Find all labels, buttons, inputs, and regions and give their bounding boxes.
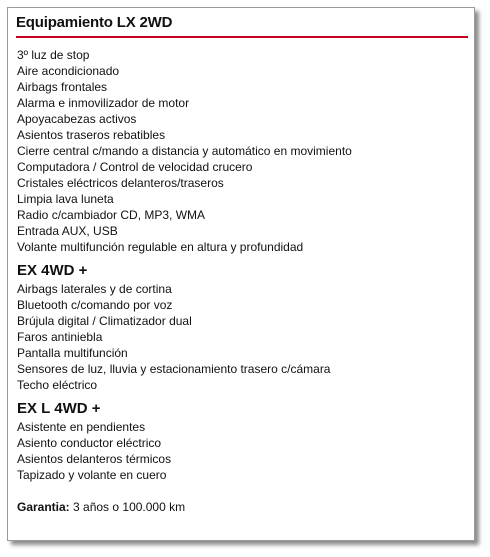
list-item: Airbags laterales y de cortina [17,282,172,296]
section-ex-l-4wd [17,399,467,483]
list-item: Pantalla multifunción [17,346,128,360]
list-item: Asientos traseros rebatibles [17,128,166,142]
list-item: Sensores de luz, lluvia y estacionamiento trasero c/cámara [17,362,331,376]
list-item: Faros antiniebla [17,330,103,344]
list-item: Asistente en pendientes [17,420,146,434]
list-item: Computadora / Control de velocidad crucero [17,160,253,174]
section-base [17,47,467,255]
page-title: Equipamiento LX 2WD [16,14,173,31]
list-item: Asiento conductor eléctrico [17,436,162,450]
list-item: Airbags frontales [17,80,108,94]
spacer [17,483,467,499]
list-item: Techo eléctrico [17,378,98,392]
section-heading: EX 4WD + [17,262,88,279]
section-ex-4wd [17,261,467,393]
list-item: Apoyacabezas activos [17,112,137,126]
list-item: Asientos delanteros térmicos [17,452,172,466]
guarantee-value: 3 años o 100.000 km [69,500,186,514]
list-item: Volante multifunción regulable en altura y profundidad [17,240,304,254]
list-item: Cristales eléctricos delanteros/traseros [17,176,224,190]
list-item: Bluetooth c/comando por voz [17,298,173,312]
list-item: 3º luz de stop [17,48,90,62]
section-heading: EX L 4WD + [17,400,101,417]
spec-panel [7,7,475,541]
list-item: Brújula digital / Climatizador dual [17,314,192,328]
list-item: Aire acondicionado [17,64,120,78]
list-item: Radio c/cambiador CD, MP3, WMA [17,208,206,222]
guarantee-label: Garantia: [17,500,70,514]
equipment-content [17,47,467,515]
list-item: Entrada AUX, USB [17,224,118,238]
list-item: Cierre central c/mando a distancia y automático en movimiento [17,144,352,158]
title-underline [16,36,468,38]
title-block [16,14,468,38]
list-item: Tapizado y volante en cuero [17,468,167,482]
list-item: Alarma e inmovilizador de motor [17,96,190,110]
list-item: Limpia lava luneta [17,192,114,206]
guarantee-line [17,499,467,515]
